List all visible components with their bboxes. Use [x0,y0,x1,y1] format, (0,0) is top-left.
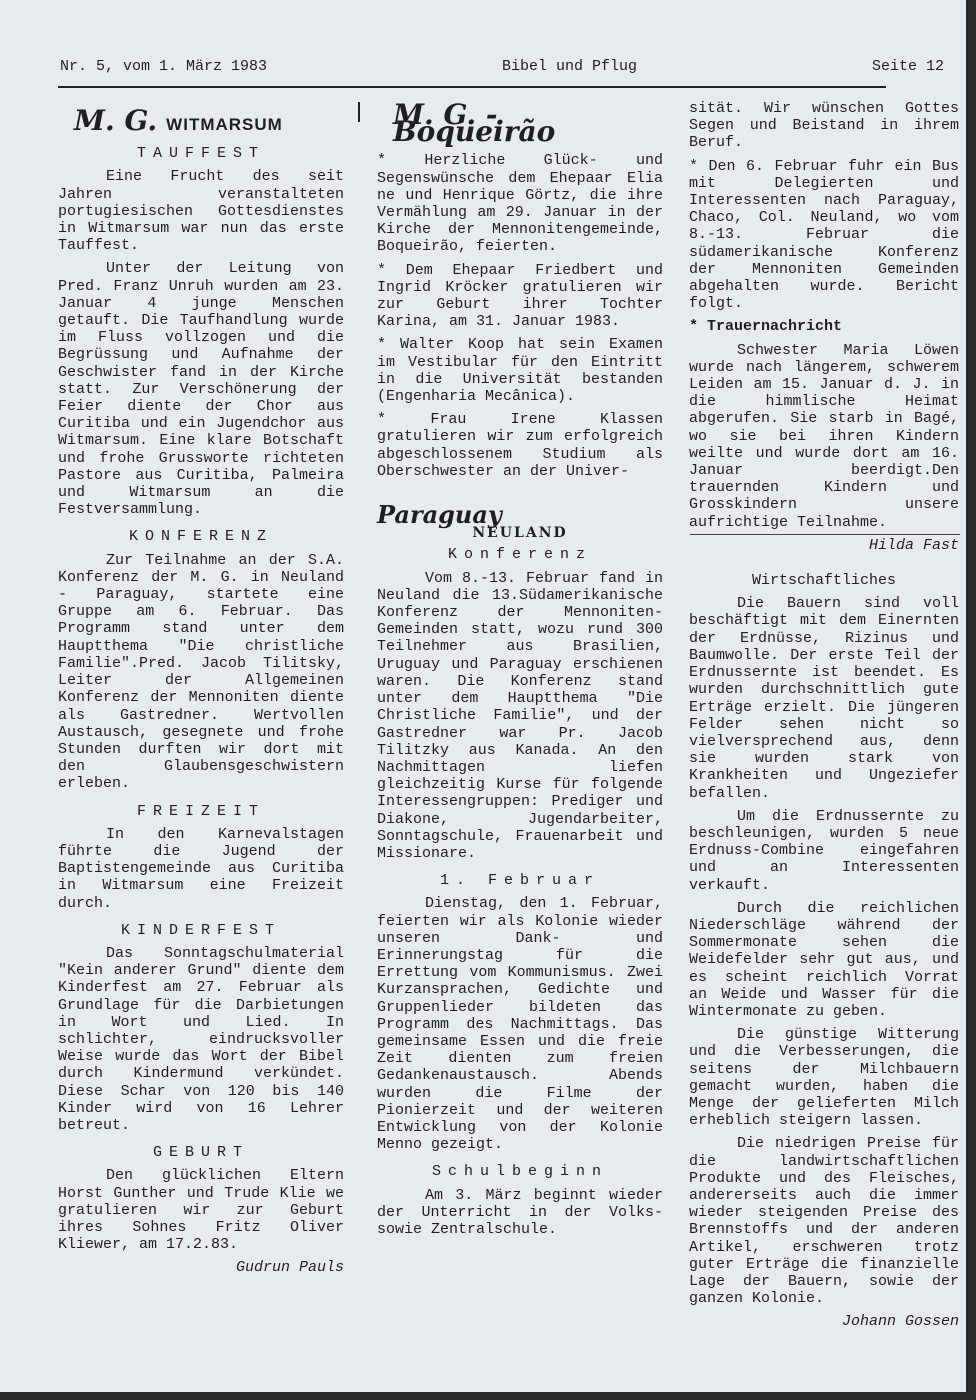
news-item: * Frau Irene Klassen gratulieren wir zum erfolgreich abgeschlossenem Studium als Oberschwester an der Univer- [377,411,663,480]
section-rule [690,534,960,535]
paragraph: In den Karnevalstagen führte die Jugend der Baptistengemeinde aus Curitiba in Witmarsum eine Freizeit durch. [58,825,344,912]
subheading-geburt: GEBURT [152,1144,249,1162]
publication-title: Bibel und Pflug [502,58,638,75]
heading-boqueirao: M. G. - Boqueirão [393,98,556,149]
paragraph: Die niedrigen Preise für die landwirtschaftlichen Produkte und des Fleisches, andererseits auch die immer wieder steigenden Preise des Brennstoffs und der anderen Artikel, erschweren trotz guter Erträge die finanzielle Lage der Bauern, sowie der ganzen Kolonie. [689,1135,959,1308]
subheading-konferenz: Konferenz [447,546,592,564]
paragraph: sität. Wir wünschen Gottes Segen und Beistand in ihrem Beruf. [689,100,959,152]
author-signature: Hilda Fast [868,536,959,554]
subheading-freizeit: FREIZEIT [136,802,265,820]
section-heading-witmarsum [74,104,344,137]
issue-info: Nr. 5, vom 1. März 1983 [60,58,268,75]
subheading-konferenz: KONFERENZ [128,528,273,546]
paragraph: Vom 8.-13. Februar fand in Neuland die 13.Südamerikanische Konferenz der Mennoniten-Gemeinden statt, wozu rund 300 Teilnehmer aus Brasilien, Uruguay und Paraguay erschienen waren. Die Konferenz stand unter dem Hauptthema "Die Christliche Familie", und der Gastredner war Pr. Jacob Tilitzky aus Kanada. An den Nachmittagen liefen gleichzeitig Kurse für folgende Interessengruppen: Prediger und Diakone, Jugendarbeiter, Sonntagschule, Frauenarbeit und Missionare. [377,569,663,862]
subheading-wirtschaftliches: Wirtschaftliches [751,572,897,590]
header-rule [58,86,886,88]
paragraph: Am 3. März beginnt wieder der Unterricht in der Volks- sowie Zentralschule. [377,1186,663,1238]
subheading-schulbeginn: Schulbeginn [431,1163,609,1181]
news-item: * Herzliche Glück- und Segenswünsche dem Ehepaar Elia ne und Henrique Görtz, die ihre Vermählung am 29. Januar in der Kirche der Mennonitengemeinde, Boqueirão, feierten. [377,152,663,256]
author-signature: Gudrun Pauls [235,1259,344,1277]
paragraph: Die günstige Witterung und die Verbesserungen, die seitens der Milchbauern gemacht wurden, haben die Menge der gelieferten Milch erheblich steigern lassen. [689,1026,959,1130]
news-item: * Dem Ehepaar Friedbert und Ingrid Kröcker gratulieren wir zur Geburt ihrer Tochter Karina, am 31. Januar 1983. [377,261,663,331]
news-item: * Walter Koop hat sein Examen im Vestibular für den Eintritt in die Universität bestanden (Engenharia Mecânica). [377,336,663,406]
paragraph: Den glücklichen Eltern Horst Gunther und Trude Klie we gratulieren wir zur Geburt ihres Sohnes Fritz Oliver Kliewer, am 17.2.83. [58,1167,344,1254]
paragraph: Das Sonntagschulmaterial "Kein anderer Grund" diente dem Kinderfest am 27. Februar als Grundlage für die Darbietungen in Wort und Lied. In schlichter, eindrucksvoller Weise wurde das Wort der Bibel durch Kindermund verkündet. Diese Schar von 120 bis 140 Kinder wird von 16 Lehrer betreut. [58,944,344,1134]
paragraph: Dienstag, den 1. Februar, feierten wir als Kolonie wieder unseren Dank- und Erinnerungstag für die Errettung vom Kommunismus. Zwei Kurzansprachen, Gedichte und Gruppenlieder bildeten das Programm des Nachmittags. Das gemeinsame Essen und die freie Zeit dienten zum freien Gedankenaustausch. Abends wurden die Filme der Pionierzeit und der weiteren Entwicklung von der Kolonie Menno gezeigt. [377,895,663,1154]
column-witmarsum [58,104,344,1277]
heading-neuland: NEULAND [472,525,568,542]
paragraph: Schwester Maria Löwen wurde nach längerem, schwerem Leiden am 15. Januar d. J. in die himmlische Heimat abgerufen. Sie starb in Bagé, wo sie bei ihren Kindern weilte und wurde dort am 16. Januar beerdigt.Den trauernden Kindern und Grosskindern unsere aufrichtige Teilnahme. [689,341,959,531]
heading-witmarsum: WITMARSUM [166,115,283,134]
column-right [689,100,959,1331]
paragraph: Unter der Leitung von Pred. Franz Unruh wurden am 23. Januar 4 junge Menschen getauft. Die Taufhandlung wurde im Fluss vollzogen und die Begrüssung und Aufnahme der Geschwister fand in der Kirche statt. Zur Verschönerung der Feier diente der Chor aus Curitiba und ein Jugendchor aus Witmarsum. Eine klare Botschaft und frohe Grussworte richteten Pastore aus Curitiba, Palmeira und Witmarsum an die Festversammlung. [58,260,344,519]
paragraph: Zur Teilnahme an der S.A. Konferenz der M. G. in Neuland - Paraguay, startete eine Gruppe am 6. Februar. Das Programm stand unter dem Hauptthema "Die christliche Familie".Pred. Jacob Tilitsky, Leiter der Allgemeinen Konferenz der Mennoniten diente als Gastredner. Wertvollen Austausch, gesegnete und frohe Stunden durften wir dort mit den Glaubensgeschwistern erleben. [58,551,344,793]
subheading-kinderfest: KINDERFEST [120,921,281,939]
subheading-tauffest: TAUFFEST [136,145,265,163]
column-divider [358,102,360,122]
paragraph: Durch die reichlichen Niederschläge während der Sommermonate sehen die Weidefelder sehr gut aus, und es scheint reichlich Vorrat an Weide und Wasser für die Wintermonate zu geben. [689,899,959,1020]
paragraph: Eine Frucht des seit Jahren veranstalteten portugiesischen Gottesdienstes in Witmarsum war nun das erste Tauffest. [58,168,344,255]
mg-script-logo: M. G. [74,104,158,137]
heading-paraguay: Paraguay [377,500,502,530]
subheading-trauernachricht: * Trauernachricht [689,318,843,336]
paragraph: Um die Erdnussernte zu beschleunigen, wurden 5 neue Erdnuss-Combine eingefahren und an Interessenten verkauft. [689,807,959,894]
news-item: * Den 6. Februar fuhr ein Bus mit Delegierten und Interessenten nach Paraguay, Chaco, Col. Neuland, wo vom 8.-13. Februar die südamerikanische Konferenz der Mennoniten Gemeinden abgehalten wurde. Bericht folgt. [689,157,959,313]
author-signature: Johann Gossen [841,1313,959,1331]
page-number: Seite 12 [872,58,945,75]
subheading-1-februar: 1. Februar [439,872,600,890]
paragraph: Die Bauern sind voll beschäftigt mit dem Einernten der Erdnüsse, Rizinus und Baumwolle. Der erste Teil der Erdnussernte ist beendet. Es wurden durchschnittlich gute Erträge erzielt. Die jüngeren Felder sehen nicht so vielversprechend aus, denn sie wurden stark von Krankheiten und Ungeziefer befallen. [689,595,959,802]
column-boqueirao [377,98,663,1244]
